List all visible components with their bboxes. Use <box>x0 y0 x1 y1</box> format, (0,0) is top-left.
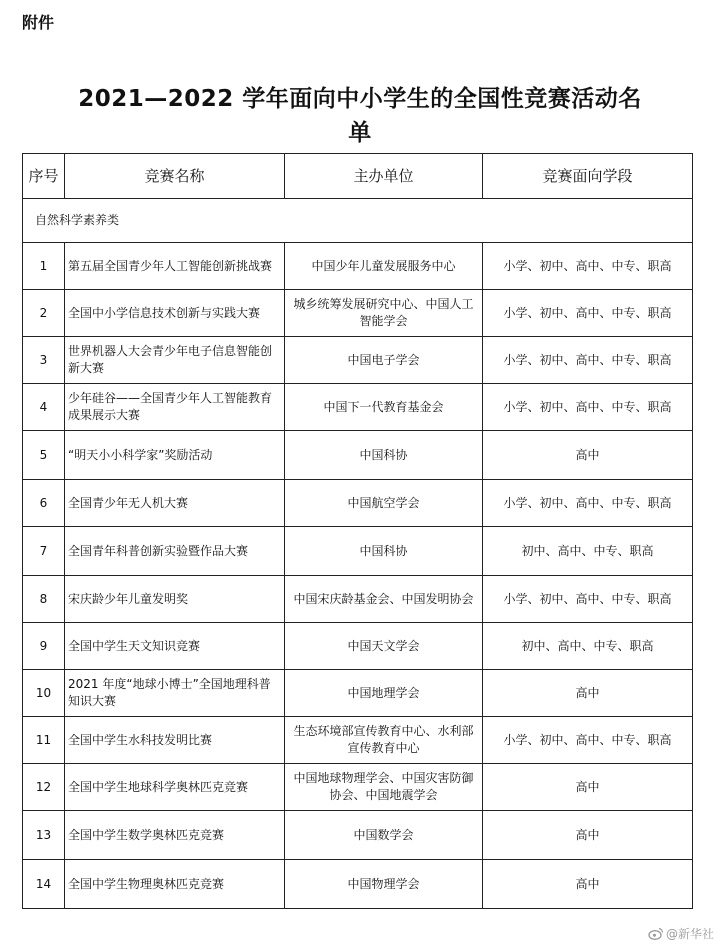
attachment-label: 附件 <box>22 13 55 32</box>
table-row <box>23 290 693 337</box>
level-cell: 高中 <box>483 764 693 811</box>
table-row <box>23 623 693 670</box>
name-cell: 2021 年度“地球小博士”全国地理科普知识大赛 <box>65 670 285 717</box>
serial-cell: 11 <box>23 717 65 764</box>
serial-cell: 2 <box>23 290 65 337</box>
table-header-row <box>23 154 693 199</box>
organizer-cell: 中国电子学会 <box>285 337 483 384</box>
organizer-cell: 中国科协 <box>285 431 483 480</box>
organizer-cell: 中国少年儿童发展服务中心 <box>285 243 483 290</box>
table-row <box>23 860 693 909</box>
table-row <box>23 670 693 717</box>
title-line-2: 单 <box>348 120 372 146</box>
table-row <box>23 243 693 290</box>
serial-cell: 9 <box>23 623 65 670</box>
serial-cell: 7 <box>23 527 65 576</box>
name-cell: 全国中学生物理奥林匹克竞赛 <box>65 860 285 909</box>
name-cell: 宋庆龄少年儿童发明奖 <box>65 576 285 623</box>
level-cell: 高中 <box>483 431 693 480</box>
organizer-cell: 中国航空学会 <box>285 480 483 527</box>
organizer-cell: 中国数学会 <box>285 811 483 860</box>
serial-cell: 6 <box>23 480 65 527</box>
serial-cell: 12 <box>23 764 65 811</box>
name-cell: 少年硅谷——全国青少年人工智能教育成果展示大赛 <box>65 384 285 431</box>
serial-cell: 14 <box>23 860 65 909</box>
table-row <box>23 811 693 860</box>
weibo-logo-icon <box>648 927 664 940</box>
table-row <box>23 337 693 384</box>
serial-cell: 8 <box>23 576 65 623</box>
table-row <box>23 717 693 764</box>
competition-table <box>22 153 693 909</box>
category-row <box>23 199 693 243</box>
name-cell: 全国青年科普创新实验暨作品大赛 <box>65 527 285 576</box>
serial-cell: 1 <box>23 243 65 290</box>
level-cell: 初中、高中、中专、职高 <box>483 623 693 670</box>
name-cell: 全国中学生数学奥林匹克竞赛 <box>65 811 285 860</box>
level-cell: 小学、初中、高中、中专、职高 <box>483 337 693 384</box>
name-cell: 第五届全国青少年人工智能创新挑战赛 <box>65 243 285 290</box>
level-cell: 小学、初中、高中、中专、职高 <box>483 384 693 431</box>
name-cell: “明天小小科学家”奖励活动 <box>65 431 285 480</box>
serial-cell: 3 <box>23 337 65 384</box>
title-line-1: 2021—2022 学年面向中小学生的全国性竞赛活动名 <box>78 86 642 112</box>
level-cell: 初中、高中、中专、职高 <box>483 527 693 576</box>
serial-cell: 13 <box>23 811 65 860</box>
name-cell: 全国中学生天文知识竞赛 <box>65 623 285 670</box>
organizer-cell: 中国地球物理学会、中国灾害防御协会、中国地震学会 <box>285 764 483 811</box>
header-serial: 序号 <box>23 154 65 199</box>
name-cell: 全国中学生地球科学奥林匹克竞赛 <box>65 764 285 811</box>
watermark <box>648 925 714 942</box>
organizer-cell: 生态环境部宣传教育中心、水利部宣传教育中心 <box>285 717 483 764</box>
serial-cell: 10 <box>23 670 65 717</box>
name-cell: 全国青少年无人机大赛 <box>65 480 285 527</box>
organizer-cell: 中国地理学会 <box>285 670 483 717</box>
name-cell: 全国中小学信息技术创新与实践大赛 <box>65 290 285 337</box>
table-row <box>23 527 693 576</box>
table-row <box>23 480 693 527</box>
organizer-cell: 中国科协 <box>285 527 483 576</box>
organizer-cell: 中国天文学会 <box>285 623 483 670</box>
organizer-cell: 中国下一代教育基金会 <box>285 384 483 431</box>
table-row <box>23 431 693 480</box>
header-organizer: 主办单位 <box>285 154 483 199</box>
organizer-cell: 城乡统筹发展研究中心、中国人工智能学会 <box>285 290 483 337</box>
table-row <box>23 764 693 811</box>
level-cell: 小学、初中、高中、中专、职高 <box>483 480 693 527</box>
document-title <box>60 82 660 150</box>
header-name: 竞赛名称 <box>65 154 285 199</box>
level-cell: 小学、初中、高中、中专、职高 <box>483 243 693 290</box>
organizer-cell: 中国物理学会 <box>285 860 483 909</box>
level-cell: 小学、初中、高中、中专、职高 <box>483 717 693 764</box>
name-cell: 世界机器人大会青少年电子信息智能创新大赛 <box>65 337 285 384</box>
watermark-text: @新华社 <box>665 927 714 941</box>
serial-cell: 4 <box>23 384 65 431</box>
level-cell: 小学、初中、高中、中专、职高 <box>483 290 693 337</box>
header-level: 竞赛面向学段 <box>483 154 693 199</box>
table-row <box>23 384 693 431</box>
name-cell: 全国中学生水科技发明比赛 <box>65 717 285 764</box>
level-cell: 小学、初中、高中、中专、职高 <box>483 576 693 623</box>
table-row <box>23 576 693 623</box>
organizer-cell: 中国宋庆龄基金会、中国发明协会 <box>285 576 483 623</box>
category-label: 自然科学素养类 <box>23 199 693 243</box>
level-cell: 高中 <box>483 860 693 909</box>
level-cell: 高中 <box>483 670 693 717</box>
serial-cell: 5 <box>23 431 65 480</box>
level-cell: 高中 <box>483 811 693 860</box>
